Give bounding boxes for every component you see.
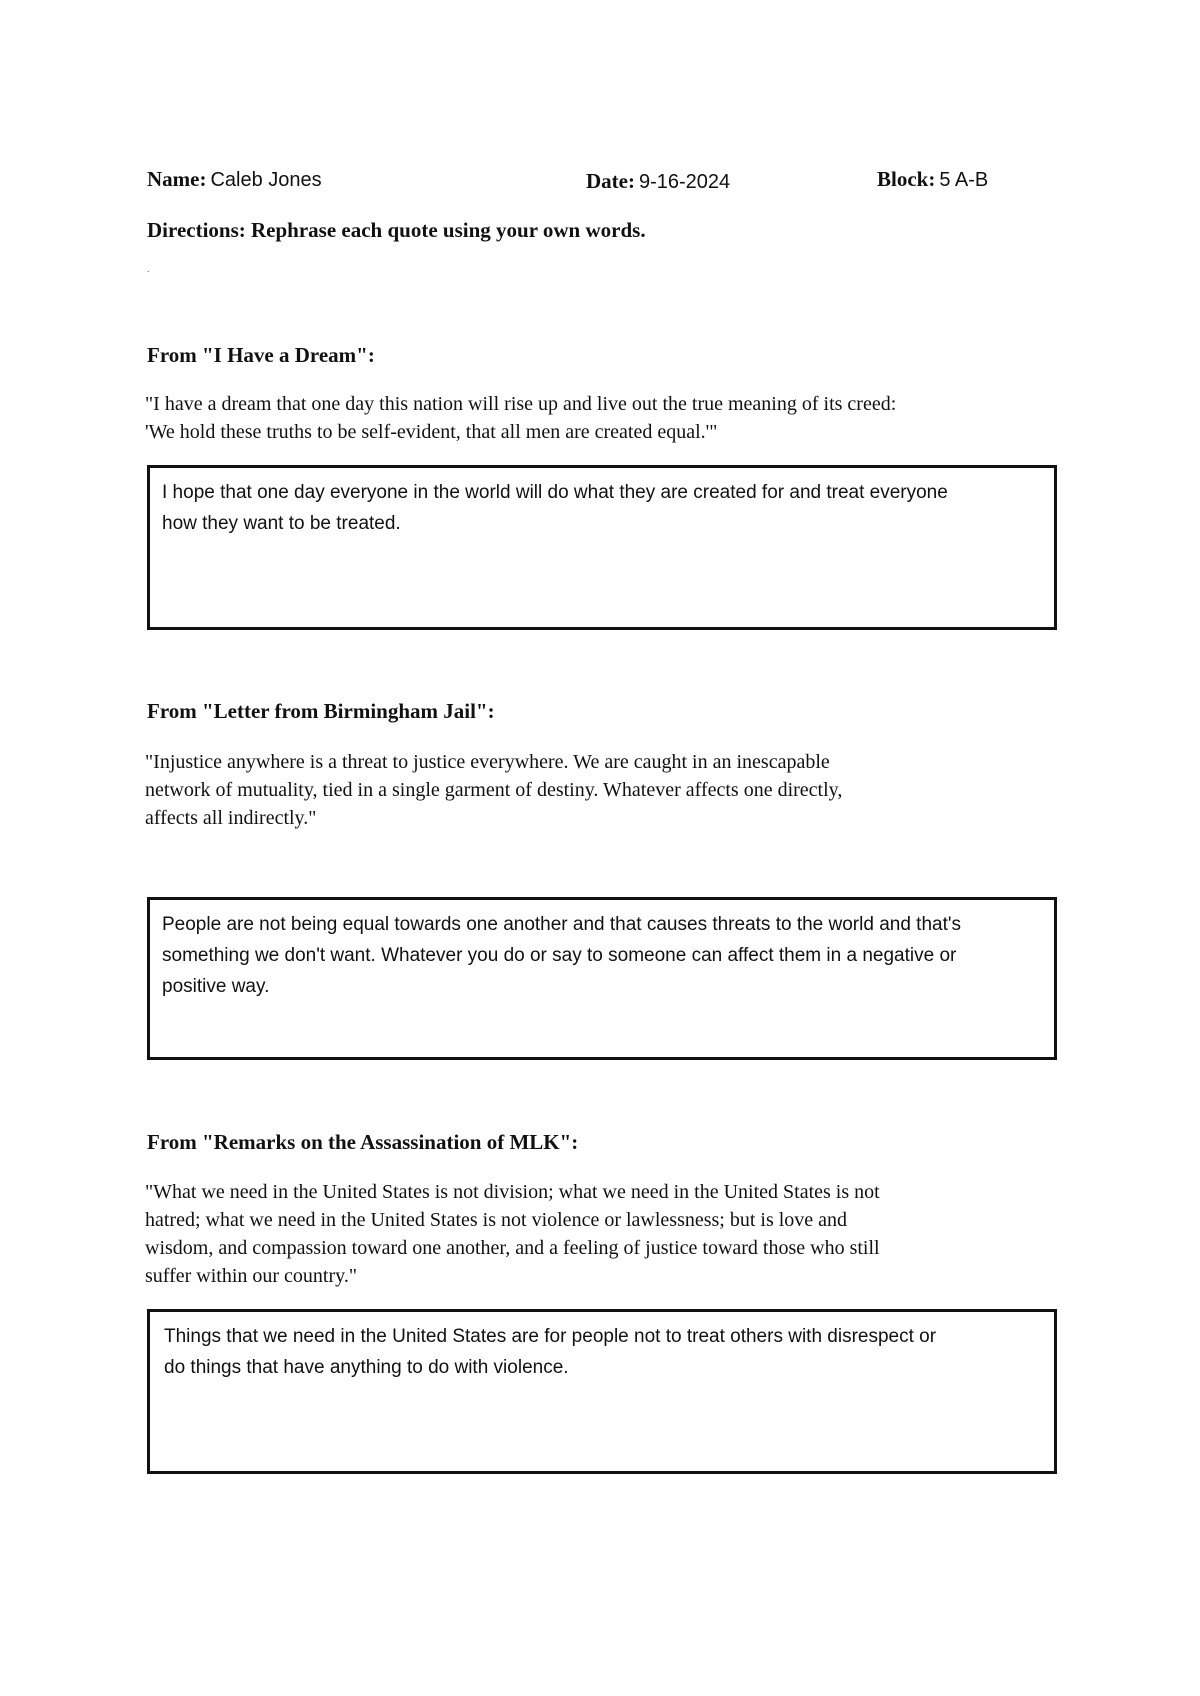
answer-line: People are not being equal towards one another and that causes threats to the world and that's (162, 914, 962, 935)
quote-line: hatred; what we need in the United States is not violence or lawlessness; but is love and (145, 1209, 848, 1231)
block-label: Block: (877, 167, 936, 191)
directions-text: Directions: Rephrase each quote using your own words. (147, 218, 646, 242)
section-heading-assassination-remarks: From "Remarks on the Assassination of MLK": (147, 1130, 579, 1154)
quote-line: "I have a dream that one day this nation will rise up and live out the true meaning of its creed: (145, 393, 897, 415)
name-label: Name: (147, 167, 207, 191)
quote-line: 'We hold these truths to be self-evident, that all men are created equal.'" (145, 421, 718, 443)
quote-assassination-remarks (145, 1178, 1065, 1290)
section-heading-birmingham-jail: From "Letter from Birmingham Jail": (147, 699, 495, 723)
answer-line: I hope that one day everyone in the world will do what they are created for and treat everyone (162, 482, 948, 503)
date-value[interactable]: 9-16-2024 (638, 171, 731, 193)
quote-line: wisdom, and compassion toward one another, and a feeling of justice toward those who still (145, 1237, 880, 1259)
quote-line: network of mutuality, tied in a single garment of destiny. Whatever affects one directly, (145, 779, 843, 801)
answer-text[interactable] (162, 477, 1042, 539)
answer-text[interactable] (164, 1321, 1042, 1383)
block-value[interactable]: 5 A-B (939, 169, 989, 191)
date-field (586, 169, 730, 194)
answer-line: something we don't want. Whatever you do or say to someone can affect them in a negative or (162, 945, 957, 966)
quote-line: affects all indirectly." (145, 807, 317, 829)
answer-box-assassination-remarks[interactable] (147, 1309, 1057, 1474)
quote-birmingham-jail (145, 748, 1065, 832)
quote-i-have-a-dream (145, 390, 1065, 446)
quote-line: "What we need in the United States is not division; what we need in the United States is not (145, 1181, 880, 1203)
answer-text[interactable] (162, 909, 1042, 1002)
answer-line: how they want to be treated. (162, 513, 401, 534)
date-label: Date: (586, 169, 635, 193)
section-heading-i-have-a-dream: From "I Have a Dream": (147, 343, 375, 367)
answer-line: Things that we need in the United States are for people not to treat others with disrespect or (164, 1326, 937, 1347)
name-field (147, 167, 322, 192)
answer-box-birmingham-jail[interactable] (147, 897, 1057, 1060)
answer-line: do things that have anything to do with violence. (164, 1357, 569, 1378)
answer-line: positive way. (162, 976, 270, 997)
answer-box-i-have-a-dream[interactable] (147, 465, 1057, 630)
block-field (877, 167, 988, 192)
stray-mark: . (147, 264, 150, 275)
name-value[interactable]: Caleb Jones (210, 169, 322, 191)
quote-line: suffer within our country." (145, 1265, 358, 1287)
quote-line: "Injustice anywhere is a threat to justice everywhere. We are caught in an inescapable (145, 751, 830, 773)
